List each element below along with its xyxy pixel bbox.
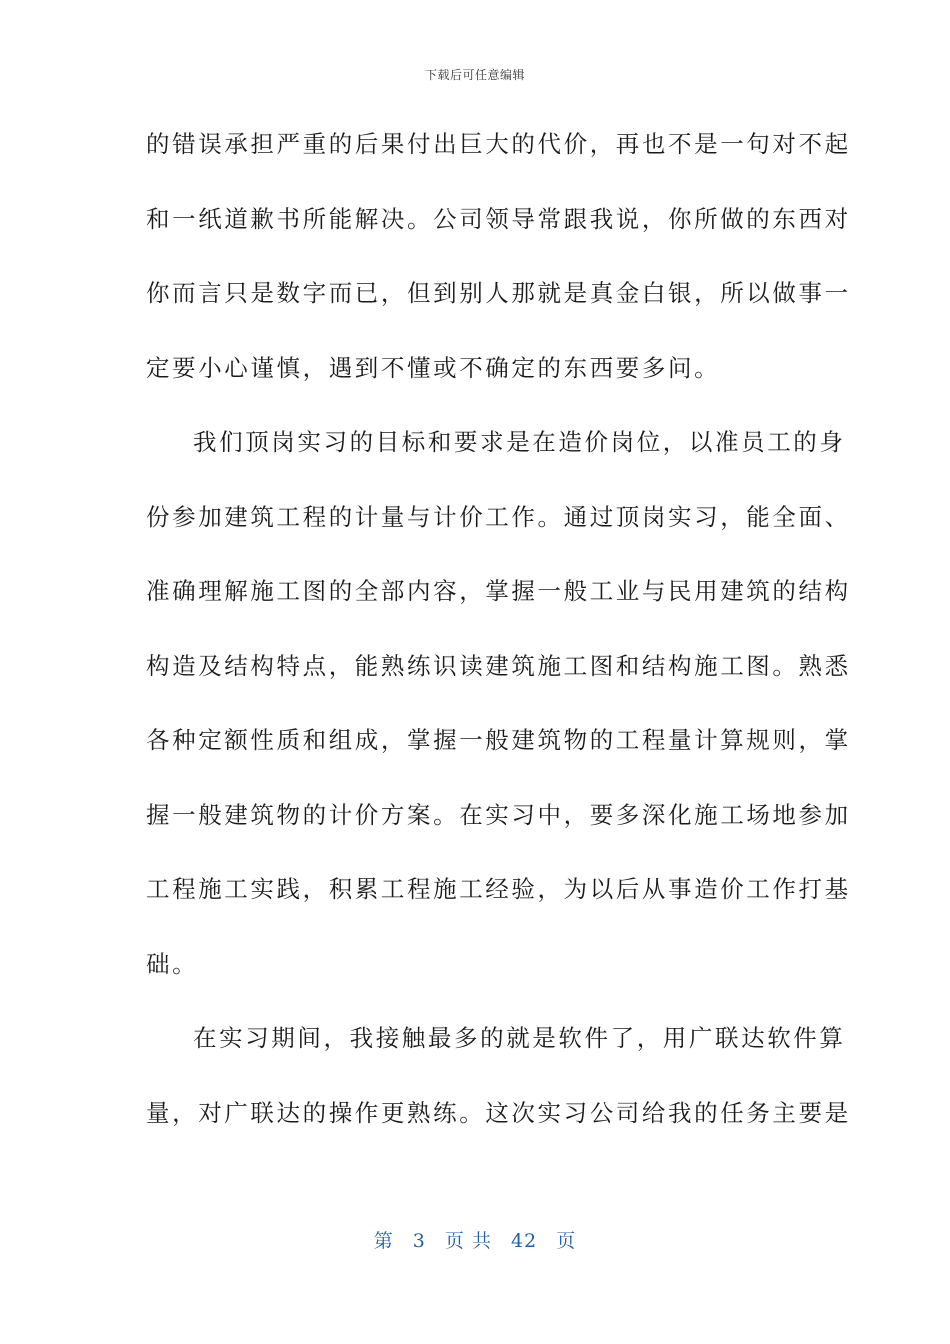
body-line-10: 握一般建筑物的计价方案。在实习中，要多深化施工场地参加 — [146, 800, 851, 829]
body-line-1: 的错误承担严重的后果付出巨大的代价，再也不是一句对不起 — [146, 130, 851, 158]
body-line-6: 份参加建筑工程的计量与计价工作。通过顶岗实习，能全面、 — [146, 502, 851, 531]
body-line-9: 各种定额性质和组成，掌握一般建筑物的工程量计算规则，掌 — [146, 726, 851, 754]
page-footer — [0, 1226, 950, 1253]
body-line-4: 定要小心谨慎，遇到不懂或不确定的东西要多问。 — [146, 353, 721, 382]
body-line-5: 我们顶岗实习的目标和要求是在造价岗位，以准员工的身 — [193, 428, 846, 456]
body-line-3: 你而言只是数字而已，但到别人那就是真金白银，所以做事一 — [146, 279, 851, 307]
page-header: 下载后可任意编辑 — [424, 68, 525, 82]
body-line-12: 础。 — [146, 949, 199, 978]
footer-middle: 页 共 — [444, 1230, 492, 1252]
body-line-8: 构造及结构特点，能熟练识读建筑施工图和结构施工图。熟悉 — [146, 651, 851, 680]
footer-total-pages: 42 — [511, 1230, 538, 1252]
document-body — [146, 118, 851, 1161]
body-line-13: 在实习期间，我接触最多的就是软件了，用广联达软件算 — [193, 1024, 846, 1052]
body-line-14: 量，对广联达的操作更熟练。这次实习公司给我的任务主要是 — [146, 1098, 851, 1127]
footer-prefix: 第 — [373, 1230, 394, 1252]
footer-page-number: 3 — [412, 1230, 426, 1252]
body-line-11: 工程施工实践，积累工程施工经验，为以后从事造价工作打基 — [146, 875, 851, 903]
footer-suffix: 页 — [556, 1230, 577, 1252]
body-line-2: 和一纸道歉书所能解决。公司领导常跟我说，你所做的东西对 — [146, 204, 851, 233]
body-line-7: 准确理解施工图的全部内容，掌握一般工业与民用建筑的结构 — [146, 577, 851, 605]
